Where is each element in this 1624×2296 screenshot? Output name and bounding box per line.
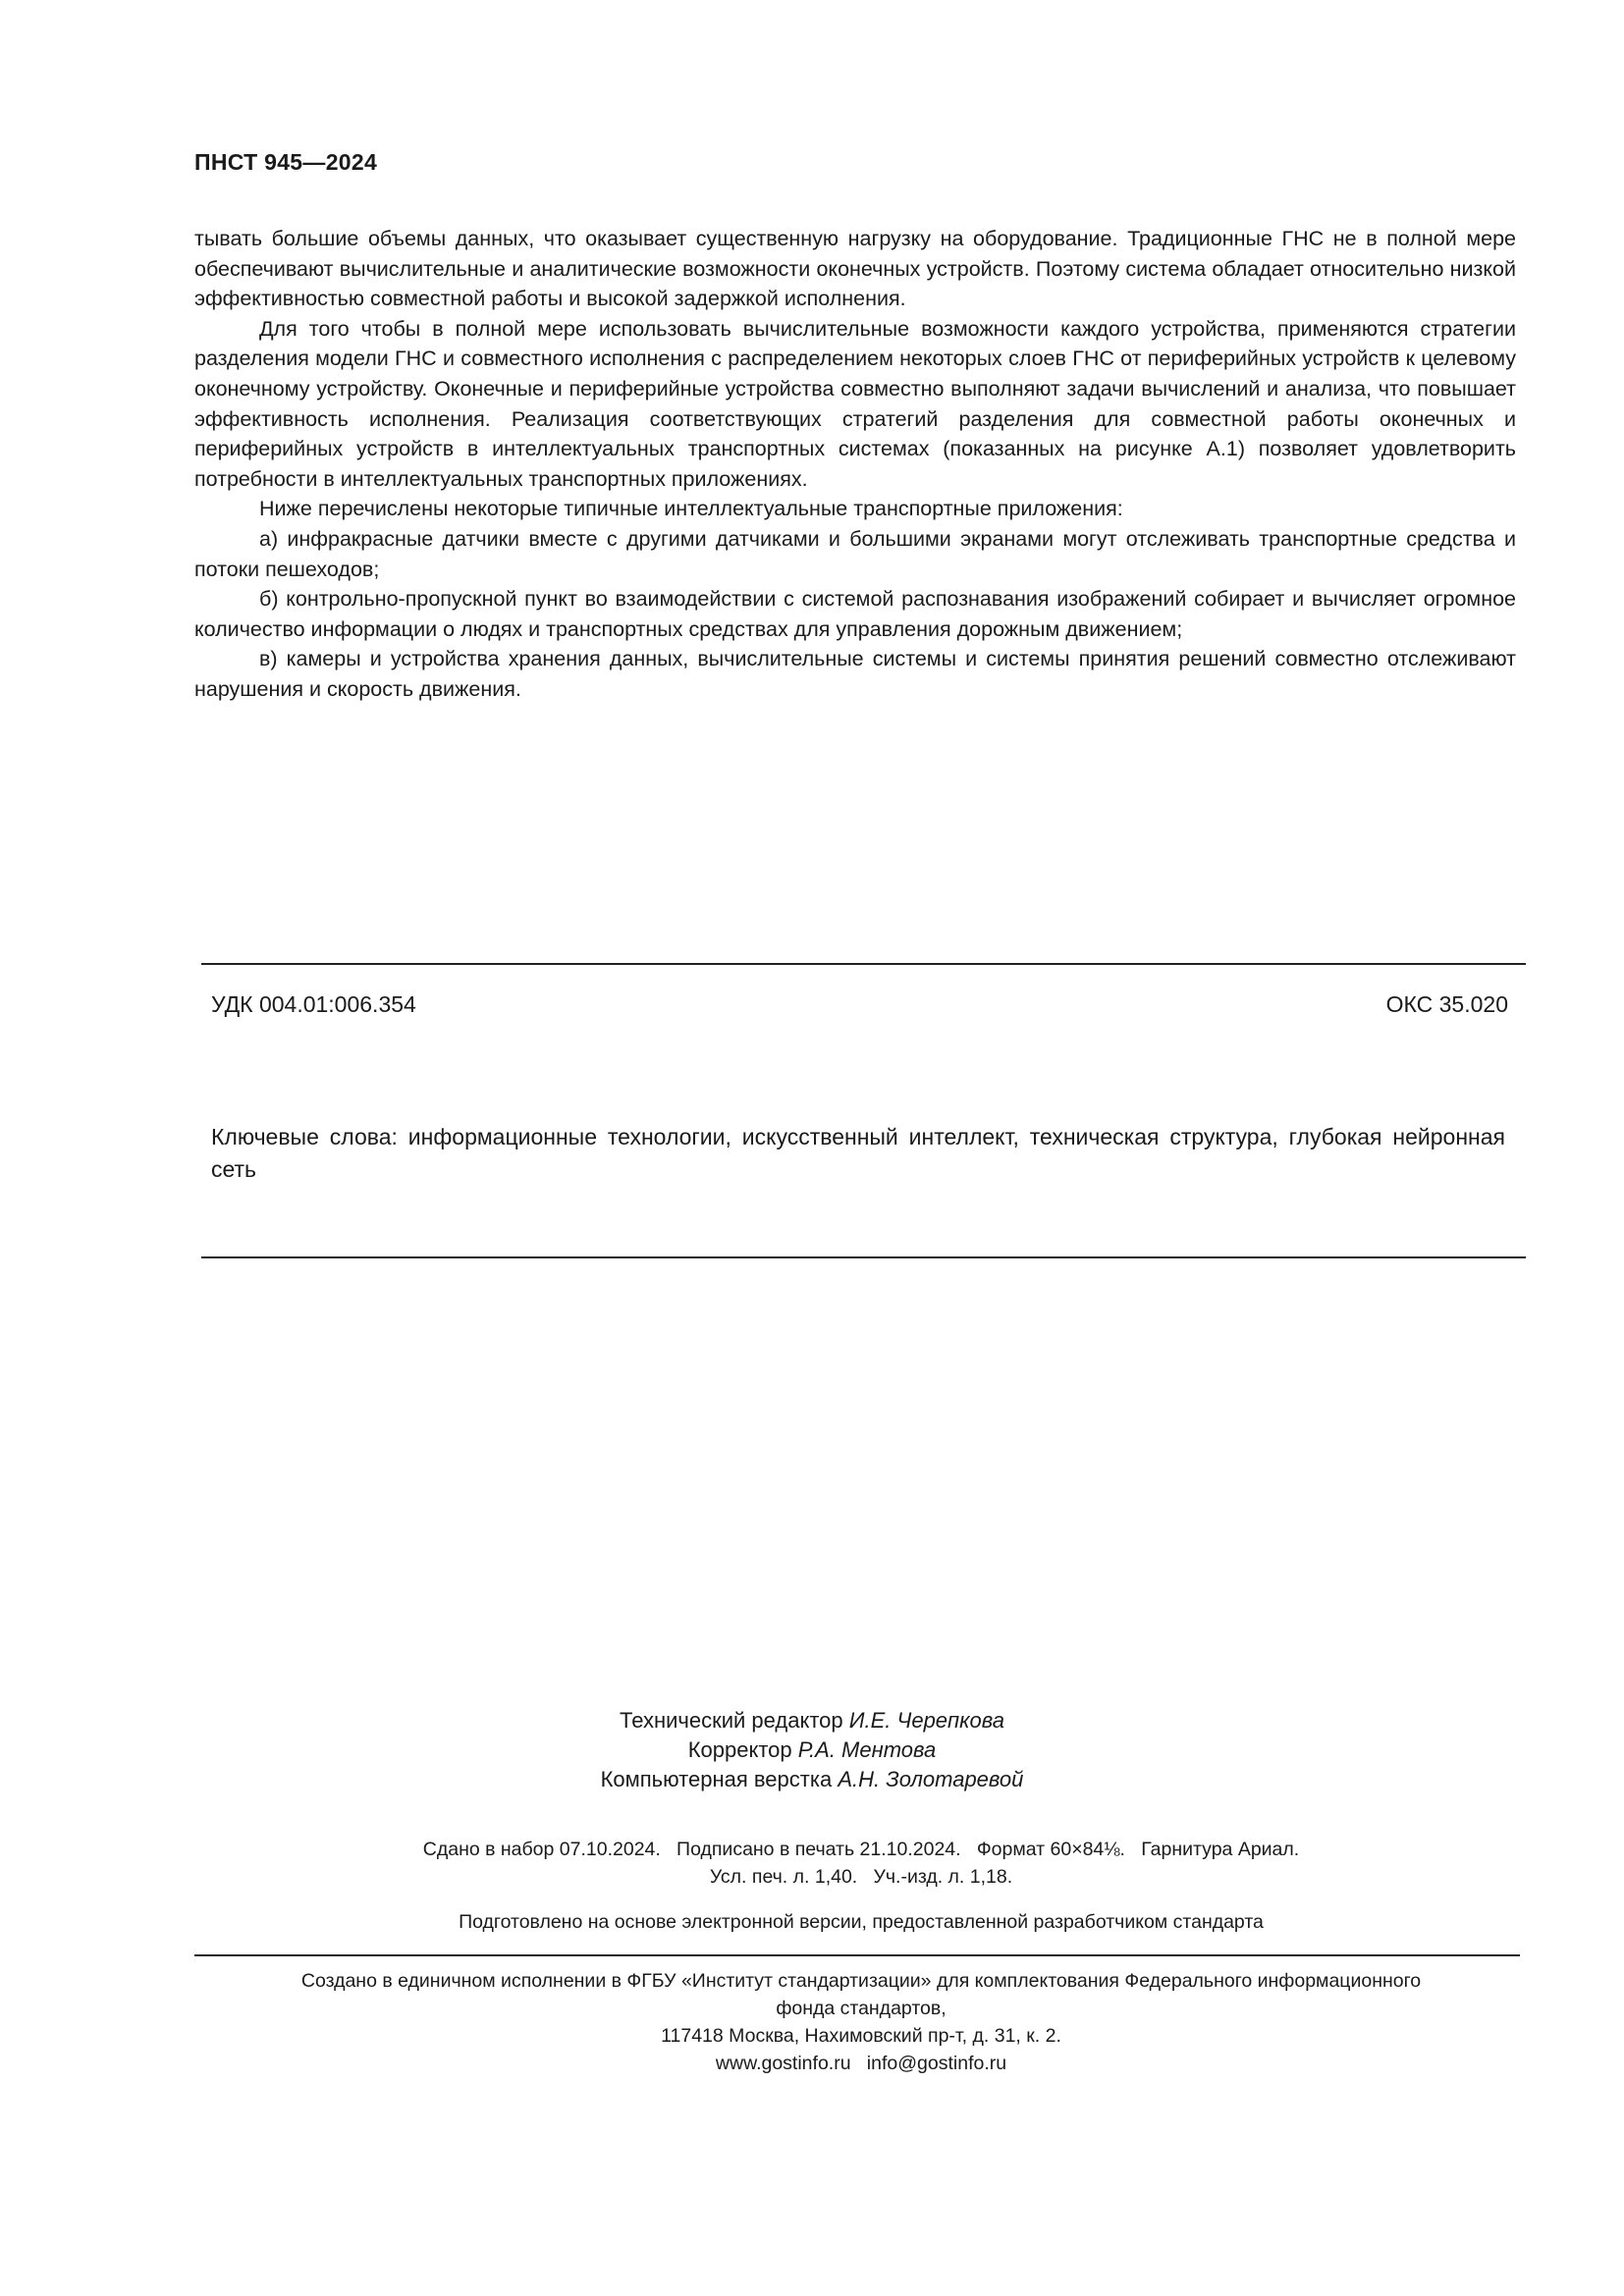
keywords: Ключевые слова: информационные технологии, искусственный интеллект, техническая структура, глубокая нейронная сеть (211, 1124, 1505, 1182)
credit-layout-role: Компьютерная верстка (600, 1767, 833, 1791)
print-info-line-2: Усл. печ. л. 1,40. Уч.-изд. л. 1,18. (709, 1866, 1013, 1888)
paragraph-strategies: Для того чтобы в полной мере использовать вычислительные возможности каждого устройства, применяются стратегии разделения модели ГНС и совместного исполнения с распределением некоторых слоев ГНС от периферийных устройств к целевому оконечному устройству. Оконечные и периферийные устройства совместно выполняют задачи вычислений и анализа, что повышает эффективность исполнения. Реализация соответствующих стратегий разделения для совместной работы оконечных и периферийных устройств в интеллектуальных транспортных системах (показанных на рисунке А.1) позволяет удовлетворить потребности в интеллектуальных транспортных приложениях. (194, 316, 1516, 491)
udk-code: УДК 004.01:006.354 (211, 991, 416, 1017)
bottom-divider (201, 1256, 1526, 1258)
list-item-c: в) камеры и устройства хранения данных, вычислительные системы и системы принятия решений совместно отслеживают нарушения и скорость движения. (194, 647, 1516, 701)
print-info-line-1: Сдано в набор 07.10.2024. Подписано в печать 21.10.2024. Формат 60×84⅛. Гарнитура Ариал. (422, 1839, 1300, 1860)
credit-layout (0, 1765, 1624, 1794)
credit-editor-name: И.Е. Черепкова (848, 1708, 1004, 1733)
prepared-note: Подготовлено на основе электронной версии, предоставленной разработчиком стандарта (459, 1911, 1264, 1933)
credit-corrector (0, 1735, 1624, 1765)
paragraph-applications-intro: Ниже перечислены некоторые типичные интеллектуальные транспортные приложения: (259, 497, 1123, 521)
footer-divider (194, 1954, 1520, 1956)
list-item-b: б) контрольно-пропускной пункт во взаимодействии с системой распознавания изображений собирает и вычисляет огромное количество информации о людях и транспортных средствах для управления дорожным движением; (194, 587, 1516, 641)
list-item-a: а) инфракрасные датчики вместе с другими датчиками и большими экранами могут отслеживать транспортные средства и потоки пешеходов; (194, 526, 1516, 581)
oks-code: ОКС 35.020 (1385, 991, 1508, 1017)
body-text (194, 224, 1516, 705)
publisher-web: www.gostinfo.ru info@gostinfo.ru (715, 2053, 1007, 2074)
credit-editor-role: Технический редактор (620, 1708, 843, 1733)
publisher-address: 117418 Москва, Нахимовский пр-т, д. 31, к. 2. (661, 2025, 1061, 2047)
publisher-line-2: фонда стандартов, (776, 1998, 947, 2019)
publisher-info (0, 1967, 1624, 2077)
print-info (0, 1836, 1624, 1891)
document-number: ПНСТ 945—2024 (194, 149, 378, 175)
top-divider (201, 963, 1526, 965)
credit-layout-name: А.Н. Золотаревой (838, 1767, 1024, 1791)
paragraph-continuation: тывать большие объемы данных, что оказывает существенную нагрузку на оборудование. Традиционные ГНС не в полной мере обеспечивают вычислительные и аналитические возможности оконечных устройств. Поэтому система обладает относительно низкой эффективностью совместной работы и высокой задержкой исполнения. (194, 227, 1516, 311)
credit-editor (0, 1706, 1624, 1735)
credits-block (0, 1706, 1624, 1794)
credit-corrector-role: Корректор (687, 1737, 792, 1762)
publisher-line-1: Создано в единичном исполнении в ФГБУ «Институт стандартизации» для комплектования Федерального информационного (300, 1970, 1422, 1992)
credit-corrector-name: Р.А. Ментова (797, 1737, 937, 1762)
